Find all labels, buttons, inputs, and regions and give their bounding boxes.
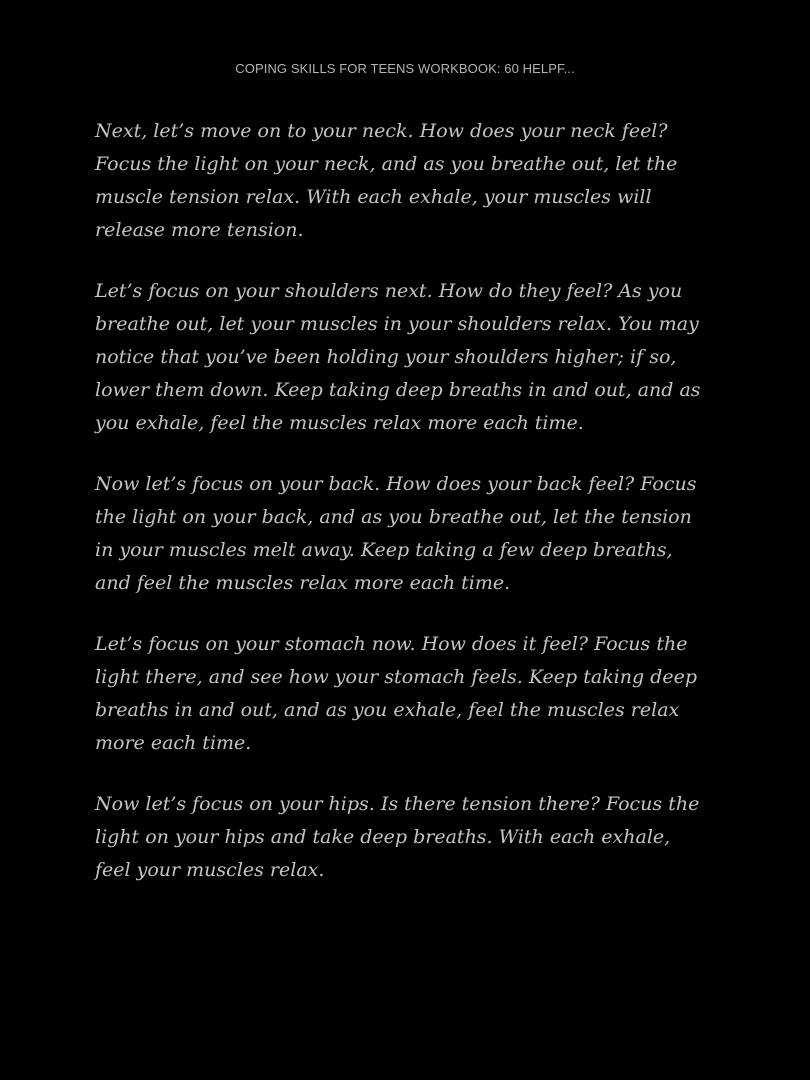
text-line: Next, let’s move on to your neck. How does your neck feel? <box>95 120 668 142</box>
text-line: breaths in and out, and as you exhale, feel the muscles relax <box>95 699 680 721</box>
paragraph-hips <box>95 788 725 887</box>
text-line: light there, and see how your stomach feels. Keep taking deep <box>95 666 697 688</box>
text-line: notice that you’ve been holding your shoulders higher; if so, <box>95 346 677 368</box>
text-line: Let’s focus on your shoulders next. How do they feel? As you <box>95 280 683 302</box>
text-line: and feel the muscles relax more each time. <box>95 572 511 594</box>
text-line: in your muscles melt away. Keep taking a few deep breaths, <box>95 539 673 561</box>
text-line: lower them down. Keep taking deep breaths in and out, and as <box>95 379 701 401</box>
text-line: Focus the light on your neck, and as you breathe out, let the <box>95 153 678 175</box>
paragraph-back <box>95 468 725 600</box>
text-line: Now let’s focus on your back. How does your back feel? Focus <box>95 473 697 495</box>
text-line: light on your hips and take deep breaths. With each exhale, <box>95 826 671 848</box>
page-content <box>95 115 725 915</box>
paragraph-stomach <box>95 628 725 760</box>
paragraph-shoulders <box>95 275 725 440</box>
text-line: breathe out, let your muscles in your shoulders relax. You may <box>95 313 699 335</box>
text-line: the light on your back, and as you breathe out, let the tension <box>95 506 692 528</box>
text-line: Let’s focus on your stomach now. How does it feel? Focus the <box>95 633 688 655</box>
text-line: muscle tension relax. With each exhale, your muscles will <box>95 186 652 208</box>
paragraph-neck <box>95 115 725 247</box>
text-line: you exhale, feel the muscles relax more each time. <box>95 412 584 434</box>
text-line: release more tension. <box>95 219 304 241</box>
text-line: Now let’s focus on your hips. Is there tension there? Focus the <box>95 793 700 815</box>
text-line: feel your muscles relax. <box>95 859 325 881</box>
book-title-header[interactable]: COPING SKILLS FOR TEENS WORKBOOK: 60 HELPF... <box>235 61 575 76</box>
text-line: more each time. <box>95 732 252 754</box>
